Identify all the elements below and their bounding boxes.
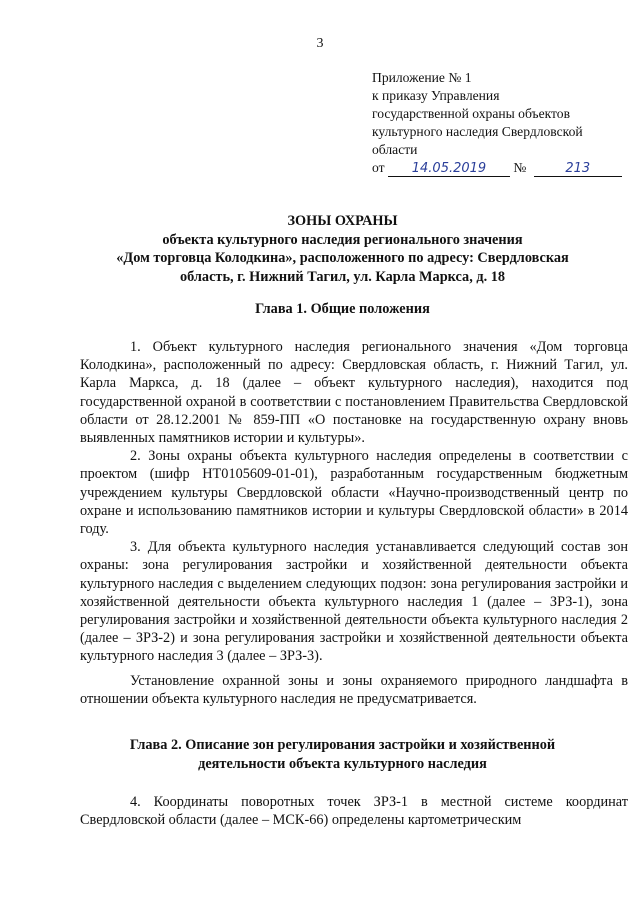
paragraph-1: 1. Объект культурного наследия регионального значения «Дом торговца Колодкина», расположенный по адресу: Свердловская область, г. Нижний Тагил, ул. Карла Маркса, д. 18 (далее – объект культурного наследия), находится под государственной охраной в соответствии с постановлением Правительства Свердловской области от 28.12.2001 № 859-ПП «О постановке на государственную охрану вновь выявленных памятников истории и культуры». — [80, 339, 628, 447]
appendix-line-1: Приложение № 1 — [372, 70, 472, 85]
chapter-2-heading-line-1: Глава 2. Описание зон регулирования застройки и хозяйственной — [129, 737, 556, 753]
appendix-block — [372, 69, 630, 177]
title-line-3: «Дом торговца Колодкина», расположенного по адресу: Свердловская — [116, 250, 569, 266]
chapter-1-body — [80, 338, 628, 708]
chapter-2-heading-line-2: деятельности объекта культурного наследия — [198, 755, 487, 772]
handwritten-date: 14.05.2019 — [388, 162, 510, 177]
title-line-1: ЗОНЫ ОХРАНЫ — [287, 213, 398, 229]
paragraph-3: 3. Для объекта культурного наследия устанавливается следующий состав зон охраны: зона регулирования застройки и хозяйственной деятельности объекта культурного наследия с выделением следующих подзон: зона регулирования застройки и хозяйственной деятельности объекта культурного наследия 1 (далее – ЗРЗ-1), зона регулирования застройки и хозяйственной деятельности объекта культурного наследия 2 (далее – ЗРЗ-2) и зона регулирования застройки и хозяйственной деятельности объекта культурного наследия 3 (далее – ЗРЗ-3). — [80, 539, 628, 665]
chapter-1-heading: Глава 1. Общие положения — [255, 301, 430, 317]
handwritten-number: 213 — [534, 162, 622, 177]
paragraph-2: 2. Зоны охраны объекта культурного наследия определены в соответствии с проектом (шифр НТ0105609-01-01), разработанным государственным бюджетным учреждением культуры Свердловской области «Научно-производственный центр по охране и использованию памятников истории и культуры Свердловской области» в 2014 году. — [80, 448, 628, 538]
title-line-2: объекта культурного наследия регионального значения — [162, 231, 523, 248]
appendix-line-5: области — [372, 142, 418, 157]
chapter-2-body — [80, 793, 628, 829]
chapter-2-heading — [80, 736, 605, 773]
document-title — [80, 212, 605, 286]
title-line-4: область, г. Нижний Тагил, ул. Карла Маркса, д. 18 — [179, 268, 506, 285]
page-number: 3 — [316, 36, 324, 51]
paragraph-4: Установление охранной зоны и зоны охраняемого природного ландшафта в отношении объекта культурного наследия не предусматривается. — [80, 672, 628, 707]
appendix-date-number-line — [372, 159, 630, 177]
appendix-line-2: к приказу Управления — [372, 88, 500, 103]
number-label: № — [513, 160, 527, 175]
appendix-line-3: государственной охраны объектов — [372, 106, 571, 121]
appendix-line-4: культурного наследия Свердловской — [372, 124, 583, 139]
from-label: от — [372, 160, 385, 175]
paragraph-5: 4. Координаты поворотных точек ЗРЗ-1 в местной системе координат Свердловской области (далее – МСК-66) определены картометрическим — [80, 794, 628, 829]
